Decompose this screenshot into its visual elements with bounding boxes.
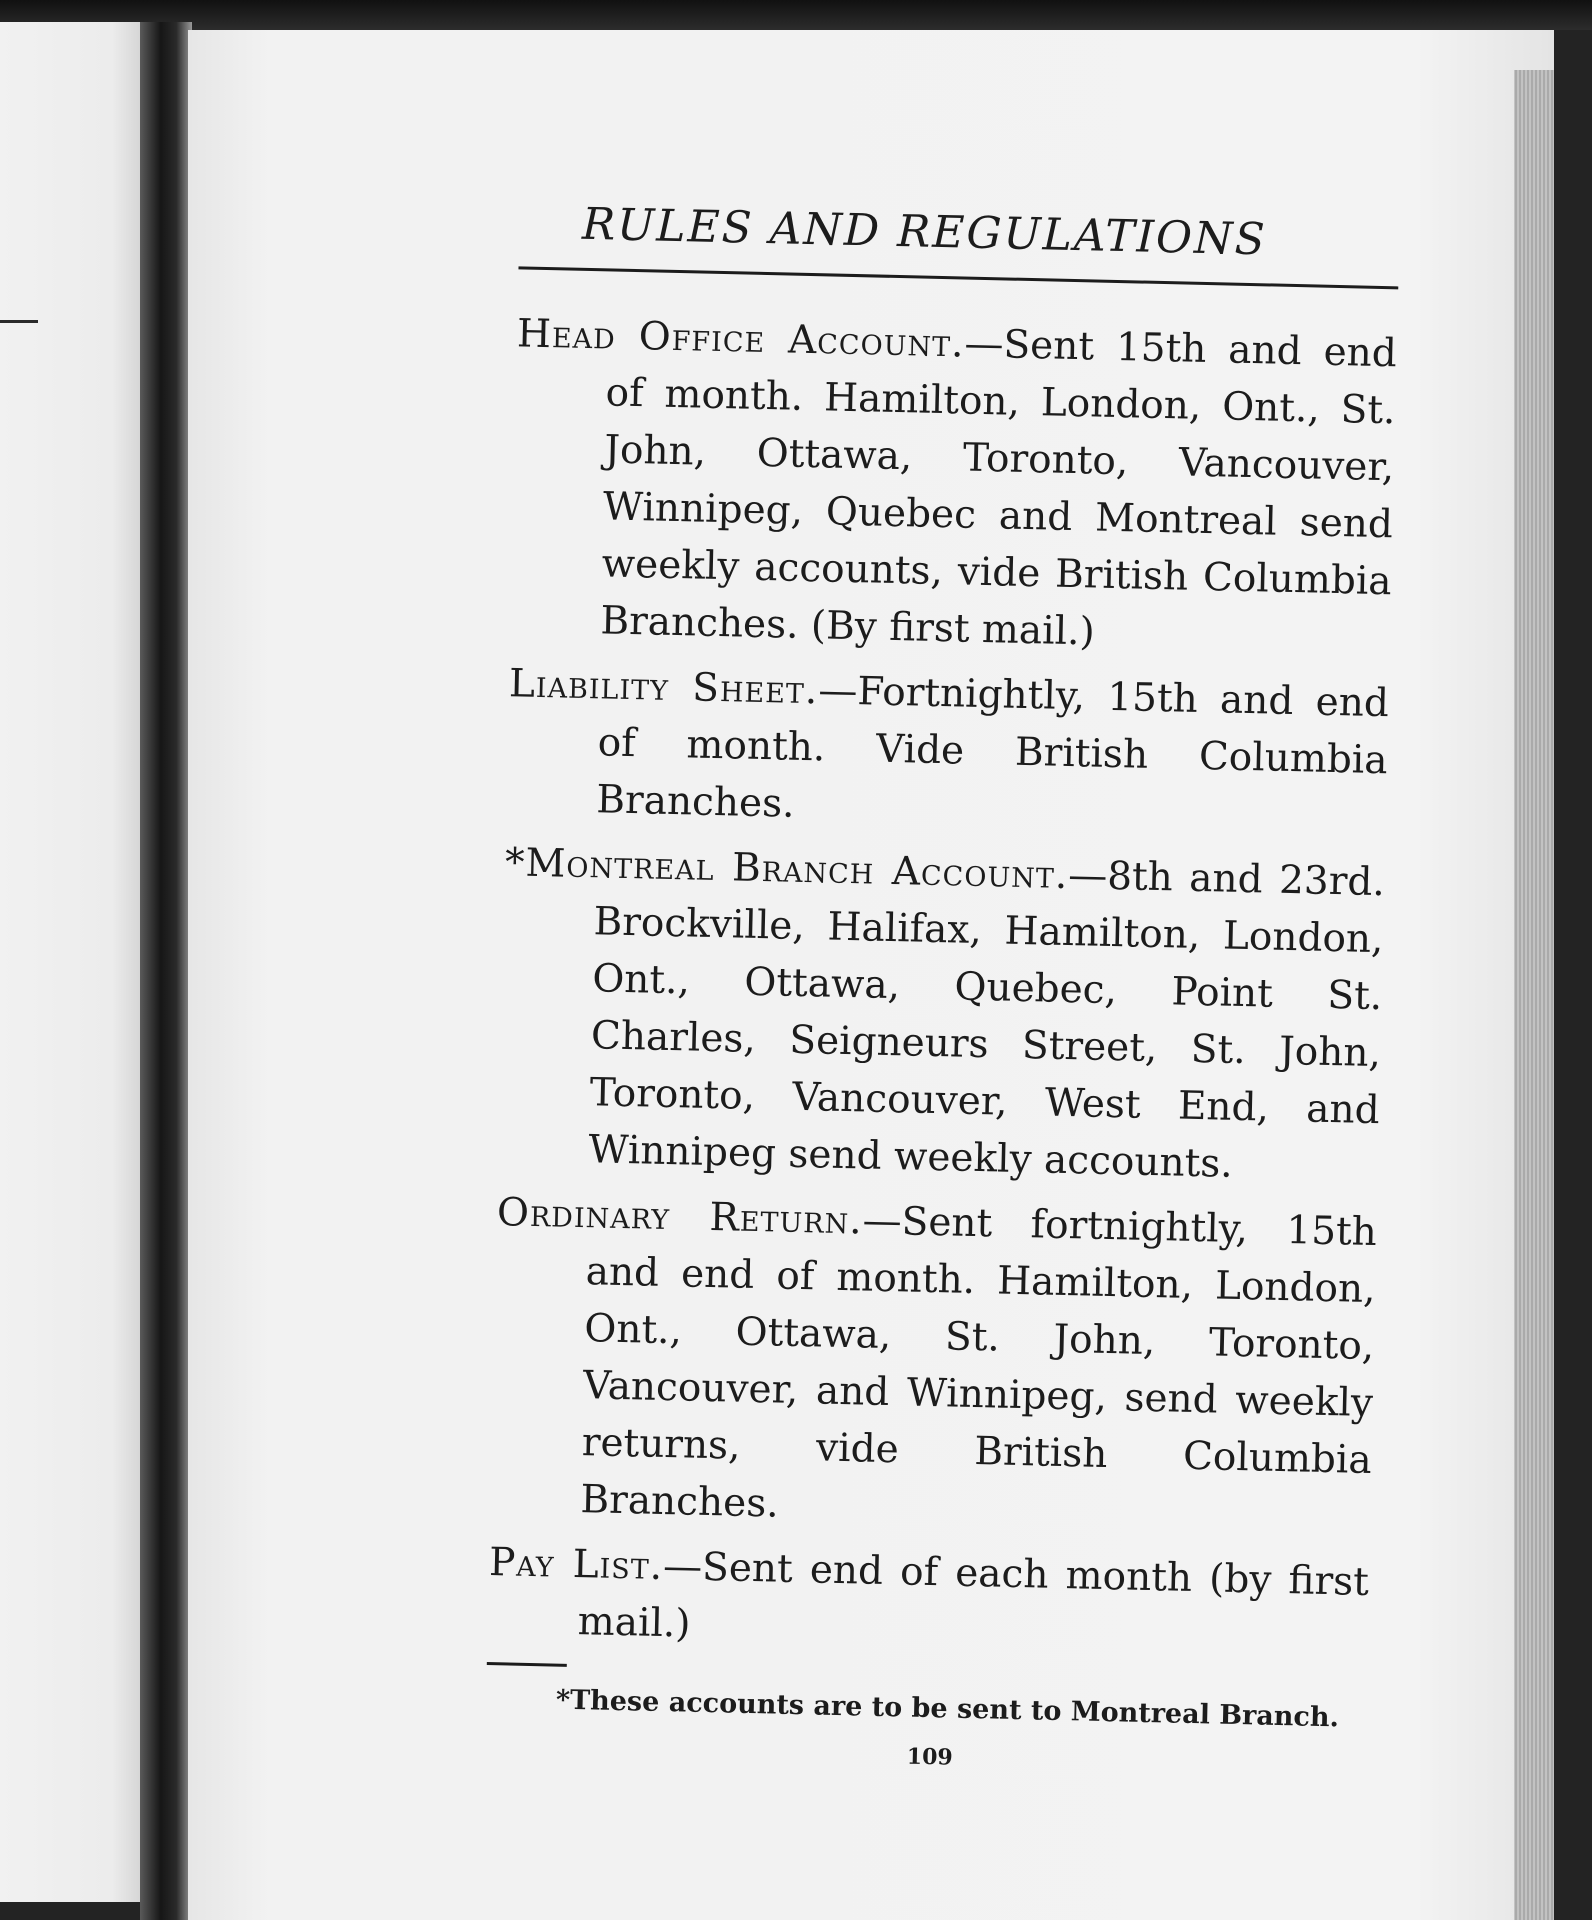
entry-ordinary-return xyxy=(490,1184,1378,1546)
running-head: RULES AND REGULATIONS xyxy=(581,198,1268,266)
entry-title: Pay List. xyxy=(488,1540,664,1589)
entry-title: Liability Sheet. xyxy=(508,661,819,714)
entry-title: Head Office Account. xyxy=(516,311,966,367)
running-head-rule xyxy=(518,266,1398,289)
entry-montreal-branch-account xyxy=(498,834,1386,1196)
page-number: 109 xyxy=(906,1743,954,1771)
scan-top-edge xyxy=(0,0,1592,30)
entry-liability-sheet xyxy=(506,655,1390,846)
entry-text: —8th and 23rd. Brockville, Halifax, Hamilton, London, Ont., Ottawa, Quebec, Point St. Charles, Seigneurs Street, St. John, Toronto, Vancouver, West End, and Winnipeg send weekly accounts. xyxy=(587,853,1386,1187)
entry-text: —Sent 15th and end of month. Hamilton, London, Ont., St. John, Ottawa, Toronto, Vancouver, Winnipeg, Quebec and Montreal send weekly accounts, vide British Columbia Branches. (By first mail.) xyxy=(599,321,1398,655)
page-edge xyxy=(1514,70,1554,1920)
footnote: *These accounts are to be sent to Montreal Branch. xyxy=(555,1684,1340,1734)
entry-pay-list xyxy=(487,1534,1369,1668)
facing-page xyxy=(0,22,140,1902)
entry-text: —Fortnightly, 15th and end of month. Vide British Columbia Branches. xyxy=(595,668,1390,827)
entry-text: —Sent fortnightly, 15th and end of month. Hamilton, London, Ont., Ottawa, St. John, Toronto, Vancouver, and Winnipeg, send weekly returns, vide British Columbia Branches. xyxy=(580,1198,1378,1527)
entry-head-office-account xyxy=(510,305,1398,667)
facing-page-rule xyxy=(0,320,38,323)
entry-title: *Montreal Branch Account. xyxy=(504,840,1069,899)
entry-title: Ordinary Return. xyxy=(496,1190,864,1244)
page-content xyxy=(265,192,1410,1780)
footnote-rule xyxy=(487,1662,567,1667)
book-gutter xyxy=(140,22,192,1920)
entry-text: —Sent end of each month (by first mail.) xyxy=(577,1544,1370,1647)
